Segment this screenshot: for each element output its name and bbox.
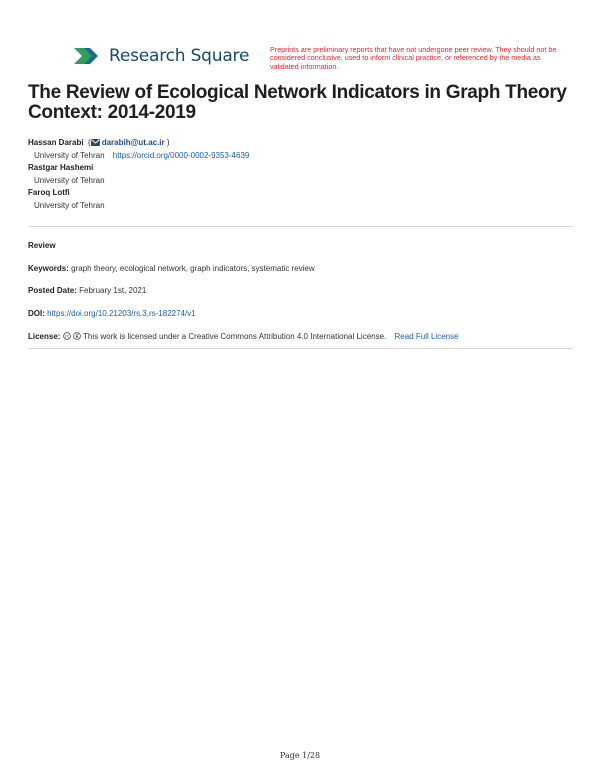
page-number: Page 1/28: [279, 751, 321, 760]
article-type: [28, 241, 573, 250]
doi-link[interactable]: https://doi.org/10.21203/rs.3.rs-182274/v1: [47, 309, 196, 318]
keywords-row: [28, 264, 573, 273]
author-affiliation: University of Tehran: [34, 150, 105, 160]
attribution-icon: [73, 332, 81, 340]
article-type-label: Review: [28, 241, 56, 250]
author-entry: [28, 187, 568, 200]
posted-date-label: Posted Date:: [28, 286, 77, 295]
email-paren-close: ): [164, 138, 170, 147]
mail-icon: [91, 139, 100, 146]
author-name: Faroq Lotfi: [28, 188, 70, 197]
author-entry: [28, 137, 568, 150]
license-text: This work is licensed under a Creative Commons Attribution 4.0 International License.: [83, 332, 387, 341]
keywords-label: Keywords:: [28, 264, 69, 273]
preprint-notice: Preprints are preliminary reports that have not undergone peer review. They should not be considered conclusive, used to inform clinical practice, or referenced by the media as validated information.: [270, 45, 557, 71]
logo-text: Research Square: [109, 46, 250, 66]
author-email-link[interactable]: darabih@ut.ac.ir: [101, 138, 165, 147]
divider: [28, 226, 573, 227]
posted-date-value: February 1st, 2021: [79, 286, 147, 295]
author-entry: [28, 162, 568, 175]
author-affiliation-row: [28, 150, 568, 163]
license-row: [28, 332, 573, 341]
author-affiliation: University of Tehran: [34, 200, 105, 210]
keywords-value: graph theory, ecological network, graph indicators, systematic review: [71, 264, 315, 273]
posted-date-row: [28, 286, 573, 295]
author-affiliation: University of Tehran: [34, 175, 105, 185]
author-affiliation-row: [28, 175, 568, 188]
read-full-license-link[interactable]: Read Full License: [394, 332, 459, 341]
orcid-link[interactable]: https://orcid.org/0000-0002-9353-4639: [112, 150, 250, 160]
doi-label: DOI:: [28, 309, 45, 318]
author-name: Hassan Darabi: [28, 138, 84, 147]
author-affiliation-row: [28, 200, 568, 213]
svg-text:cc: cc: [64, 333, 69, 339]
email-paren-open: (: [85, 138, 91, 147]
creative-commons-icon: [63, 332, 71, 340]
paper-title: The Review of Ecological Network Indicators in Graph Theory Context: 2014-2019: [28, 82, 567, 123]
divider: [28, 348, 573, 349]
license-label: License:: [28, 332, 61, 341]
author-list: [28, 137, 568, 212]
research-square-logo[interactable]: [74, 46, 249, 66]
author-name: Rastgar Hashemi: [28, 163, 94, 172]
research-square-logo-icon: [74, 46, 102, 66]
doi-row: [28, 309, 573, 318]
